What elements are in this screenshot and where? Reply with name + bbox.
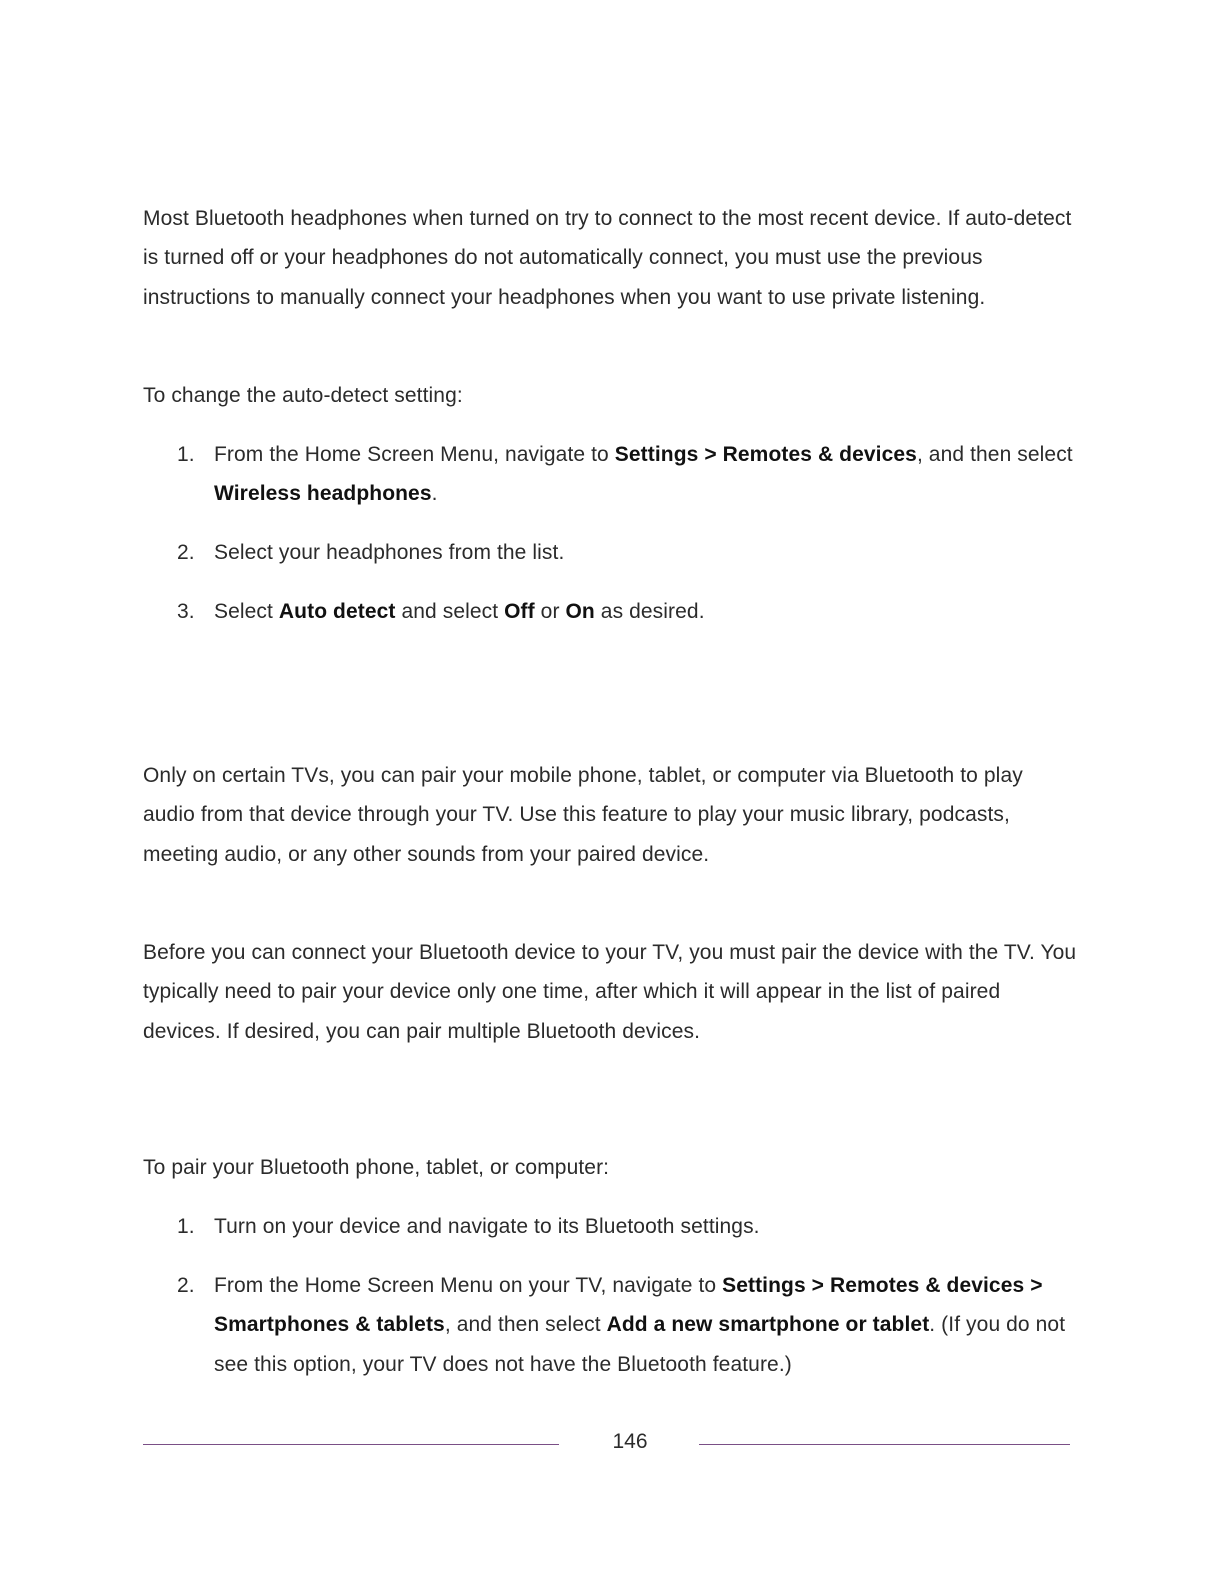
menu-option: On <box>565 600 595 623</box>
menu-path: Settings > Remotes & devices <box>614 443 917 466</box>
menu-option: Auto detect <box>278 600 396 623</box>
paragraph-pairing-info: Before you can connect your Bluetooth device to your TV, you must pair the device with the TV. You typically need to pair your device only one time, after which it will appear in the list of paired devices. If desired, you can pair multiple Bluetooth devices. <box>143 941 1077 1043</box>
page-number: 146 <box>612 1430 648 1453</box>
list1-step-3 <box>143 592 1078 631</box>
list2-step-1 <box>143 1207 1078 1246</box>
step-text: Turn on your device and navigate to its Bluetooth settings. <box>214 1215 760 1238</box>
list2-step-2 <box>143 1266 1078 1384</box>
paragraph-auto-connect: Most Bluetooth headphones when turned on try to connect to the most recent device. If auto-detect is turned off or your headphones do not automatically connect, you must use the previous instructions to manually connect your headphones when you want to use private listening. <box>143 207 1072 309</box>
step-text: From the Home Screen Menu, navigate to Settings > Remotes & devices, and then select Wireless headphones. <box>214 443 1073 506</box>
menu-path: Settings > Remotes & devices > Smartphones & tablets <box>214 1274 1043 1337</box>
menu-option: Add a new smartphone or tablet <box>606 1313 930 1337</box>
step-number: 2. <box>177 1274 195 1297</box>
footer-rule-left <box>143 1444 559 1445</box>
list1-step-2 <box>143 533 1078 572</box>
paragraph-bluetooth-audio: Only on certain TVs, you can pair your mobile phone, tablet, or computer via Bluetooth to play audio from that device through your TV. Use this feature to play your music library, podcasts, meeting audio, or any other sounds from your paired device. <box>143 764 1023 866</box>
step-number: 3. <box>177 600 195 623</box>
list1-step-1 <box>143 435 1078 514</box>
step-number: 1. <box>177 1215 195 1238</box>
step-text: Select Auto detect and select Off or On as desired. <box>214 600 705 623</box>
paragraph-change-auto-detect-intro: To change the auto-detect setting: <box>143 384 463 407</box>
menu-option: Off <box>504 600 535 623</box>
step-number: 1. <box>177 443 195 466</box>
footer-rule-right <box>699 1444 1070 1445</box>
paragraph-pair-intro: To pair your Bluetooth phone, tablet, or computer: <box>143 1156 610 1179</box>
menu-option: Wireless headphones <box>214 482 432 506</box>
step-number: 2. <box>177 541 195 564</box>
step-text: Select your headphones from the list. <box>214 541 565 564</box>
step-text: From the Home Screen Menu on your TV, navigate to Settings > Remotes & devices > Smartphones & tablets, and then select Add a new smartphone or tablet. (If you do not see this option, your TV does not have the Bluetooth feature.) <box>214 1274 1066 1376</box>
